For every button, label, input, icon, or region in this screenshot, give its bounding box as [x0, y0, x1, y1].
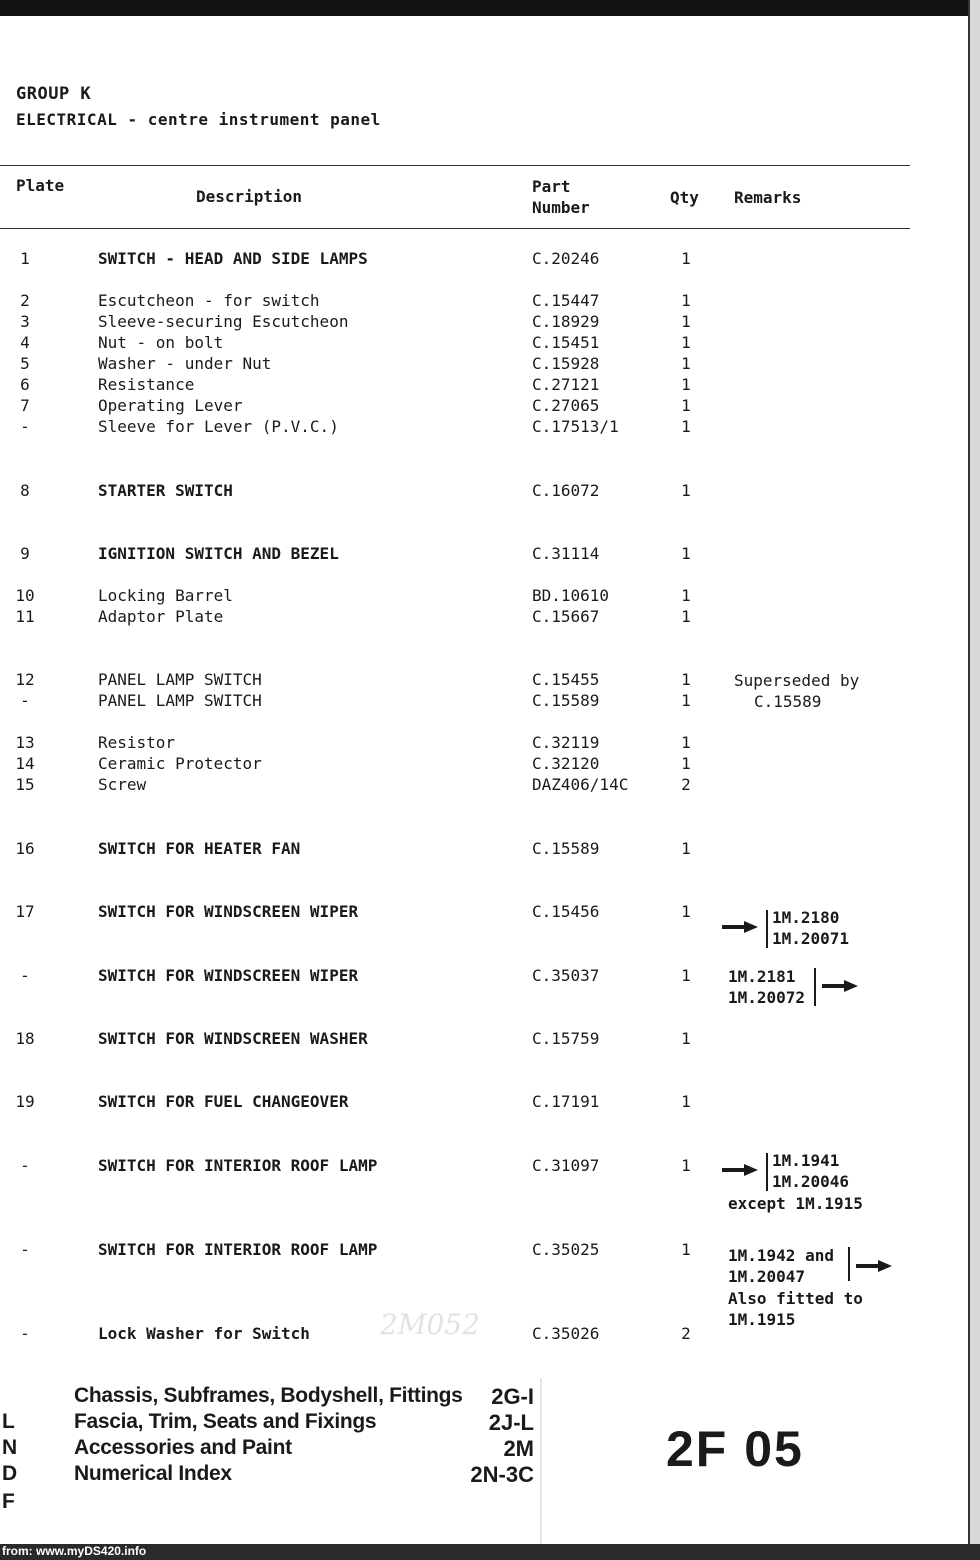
footer-divider: [540, 1378, 542, 1544]
row-part-number: C.35025: [532, 1240, 600, 1259]
range-bracket: [814, 968, 816, 1006]
row-plate: 4: [20, 333, 30, 352]
index-code: 2J-L: [488, 1410, 534, 1435]
row-description: Ceramic Protector: [98, 754, 262, 773]
row-part-number: C.35026: [532, 1324, 600, 1343]
row-part-number: C.15451: [532, 333, 600, 352]
section-title: ELECTRICAL - centre instrument panel: [16, 110, 381, 129]
row-plate: 6: [20, 375, 30, 394]
row-part-number: C.18929: [532, 312, 600, 331]
row-plate: -: [20, 691, 30, 710]
row-part-number: C.16072: [532, 481, 600, 500]
row-part-number: C.15589: [532, 839, 600, 858]
row-qty: 1: [681, 249, 691, 268]
row-description: SWITCH FOR WINDSCREEN WIPER: [98, 966, 359, 985]
row-description: SWITCH FOR FUEL CHANGEOVER: [98, 1092, 349, 1111]
remark-serial-to: 1M.20046: [772, 1172, 850, 1191]
remark-serial-from: 1M.2180: [772, 908, 840, 927]
row-plate: 15: [15, 775, 35, 794]
row-plate: 12: [15, 670, 35, 689]
row-part-number: C.17191: [532, 1092, 600, 1111]
source-credit: from: www.myDS420.info: [2, 1544, 147, 1558]
index-code: 2M: [503, 1436, 534, 1461]
row-qty: 1: [681, 354, 691, 373]
row-qty: 1: [681, 733, 691, 752]
row-part-number: C.15447: [532, 291, 600, 310]
row-part-number: C.31114: [532, 544, 600, 563]
col-header-part-2: Number: [532, 198, 590, 217]
row-part-number: C.32120: [532, 754, 600, 773]
row-part-number: C.27065: [532, 396, 600, 415]
arrow-right-icon: [856, 1260, 892, 1272]
row-description: SWITCH - HEAD AND SIDE LAMPS: [98, 249, 368, 268]
row-qty: 1: [681, 312, 691, 331]
remark-serial-to: 1M.20071: [772, 929, 850, 948]
remark-serial-to: 1M.20072: [728, 988, 806, 1007]
row-description: SWITCH FOR HEATER FAN: [98, 839, 301, 858]
row-description: Resistance: [98, 375, 195, 394]
row-qty: 1: [681, 1092, 691, 1111]
row-plate: 1: [20, 249, 30, 268]
row-part-number: C.31097: [532, 1156, 600, 1175]
scan-bottom-border: [0, 1544, 980, 1560]
row-description: Lock Washer for Switch: [98, 1324, 310, 1343]
remark-serial-from: 1M.1942 and: [728, 1246, 834, 1265]
row-plate: -: [20, 1324, 30, 1343]
row-plate: -: [20, 1240, 30, 1259]
edge-letter: L: [2, 1410, 15, 1433]
remark-also-fitted: Also fitted to: [728, 1289, 863, 1308]
row-description: SWITCH FOR INTERIOR ROOF LAMP: [98, 1240, 378, 1259]
remark-superseded: Superseded by: [734, 671, 860, 690]
arrow-right-icon: [822, 980, 858, 992]
row-part-number: C.32119: [532, 733, 600, 752]
row-qty: 1: [681, 481, 691, 500]
row-description: Nut - on bolt: [98, 333, 224, 352]
index-label: Numerical Index: [74, 1462, 232, 1485]
row-plate: -: [20, 1156, 30, 1175]
row-qty: 1: [681, 586, 691, 605]
row-plate: 2: [20, 291, 30, 310]
range-bracket: [766, 1153, 768, 1191]
row-plate: -: [20, 966, 30, 985]
index-code: 2N-3C: [470, 1462, 534, 1487]
edge-letter: N: [2, 1436, 18, 1459]
row-qty: 1: [681, 1240, 691, 1259]
row-description: PANEL LAMP SWITCH: [98, 670, 262, 689]
index-label: Chassis, Subframes, Bodyshell, Fittings: [74, 1384, 463, 1407]
col-header-description: Description: [196, 187, 302, 206]
row-qty: 1: [681, 417, 691, 436]
row-description: Adaptor Plate: [98, 607, 224, 626]
row-qty: 1: [681, 966, 691, 985]
row-plate: 17: [15, 902, 35, 921]
row-description: SWITCH FOR WINDSCREEN WASHER: [98, 1029, 368, 1048]
row-part-number: C.15667: [532, 607, 600, 626]
row-plate: 13: [15, 733, 35, 752]
row-part-number: C.27121: [532, 375, 600, 394]
table-top-rule: [0, 165, 910, 166]
row-plate: 19: [15, 1092, 35, 1111]
remark-serial-to: 1M.20047: [728, 1267, 806, 1286]
col-header-remarks: Remarks: [734, 188, 802, 207]
row-description: SWITCH FOR WINDSCREEN WIPER: [98, 902, 359, 921]
remark-exception: except 1M.1915: [728, 1194, 863, 1213]
row-description: Resistor: [98, 733, 176, 752]
row-description: Locking Barrel: [98, 586, 233, 605]
row-plate: 7: [20, 396, 30, 415]
row-qty: 1: [681, 375, 691, 394]
row-plate: -: [20, 417, 30, 436]
row-description: IGNITION SWITCH AND BEZEL: [98, 544, 339, 563]
arrow-right-icon: [722, 1164, 758, 1176]
edge-letter: D: [2, 1462, 18, 1485]
scan-right-border: [968, 0, 970, 1560]
row-part-number: C.17513/1: [532, 417, 619, 436]
row-qty: 1: [681, 902, 691, 921]
row-part-number: C.15455: [532, 670, 600, 689]
row-qty: 1: [681, 691, 691, 710]
row-plate: 8: [20, 481, 30, 500]
row-qty: 1: [681, 839, 691, 858]
row-part-number: DAZ406/14C: [532, 775, 629, 794]
range-bracket: [848, 1247, 850, 1281]
page-code: 2F 05: [666, 1421, 804, 1477]
row-qty: 1: [681, 333, 691, 352]
arrow-right-icon: [722, 921, 758, 933]
row-plate: 5: [20, 354, 30, 373]
index-label: Fascia, Trim, Seats and Fixings: [74, 1410, 377, 1433]
row-qty: 1: [681, 1156, 691, 1175]
row-part-number: C.15928: [532, 354, 600, 373]
row-plate: 10: [15, 586, 35, 605]
row-plate: 9: [20, 544, 30, 563]
group-code: GROUP K: [16, 84, 92, 104]
remark-serial-from: 1M.1941: [772, 1151, 840, 1170]
row-description: Screw: [98, 775, 147, 794]
row-plate: 14: [15, 754, 35, 773]
row-description: STARTER SWITCH: [98, 481, 233, 500]
row-part-number: BD.10610: [532, 586, 610, 605]
row-description: Operating Lever: [98, 396, 243, 415]
edge-letter: F: [2, 1490, 15, 1513]
row-qty: 1: [681, 396, 691, 415]
row-description: Washer - under Nut: [98, 354, 272, 373]
row-plate: 3: [20, 312, 30, 331]
row-qty: 1: [681, 670, 691, 689]
row-part-number: C.15759: [532, 1029, 600, 1048]
row-plate: 11: [15, 607, 35, 626]
row-qty: 2: [681, 1324, 691, 1343]
row-description: Escutcheon - for switch: [98, 291, 320, 310]
row-description: SWITCH FOR INTERIOR ROOF LAMP: [98, 1156, 378, 1175]
row-part-number: C.20246: [532, 249, 600, 268]
row-part-number: C.35037: [532, 966, 600, 985]
col-header-part-1: Part: [532, 177, 571, 196]
table-header-rule: [0, 228, 910, 229]
col-header-qty: Qty: [670, 188, 699, 207]
index-label: Accessories and Paint: [74, 1436, 292, 1459]
row-description: Sleeve-securing Escutcheon: [98, 312, 349, 331]
row-part-number: C.15456: [532, 902, 600, 921]
row-qty: 1: [681, 544, 691, 563]
row-description: PANEL LAMP SWITCH: [98, 691, 262, 710]
faint-stamp: 2M052: [380, 1308, 480, 1341]
col-header-plate: Plate: [16, 176, 65, 195]
row-plate: 16: [15, 839, 35, 858]
remark-serial-from: 1M.2181: [728, 967, 796, 986]
row-qty: 1: [681, 754, 691, 773]
scan-top-border: [0, 0, 980, 16]
remark-superseded-part: C.15589: [754, 692, 822, 711]
range-bracket: [766, 910, 768, 948]
row-part-number: C.15589: [532, 691, 600, 710]
row-plate: 18: [15, 1029, 35, 1048]
row-qty: 1: [681, 291, 691, 310]
row-qty: 2: [681, 775, 691, 794]
index-code: 2G-I: [491, 1384, 534, 1409]
row-description: Sleeve for Lever (P.V.C.): [98, 417, 339, 436]
row-qty: 1: [681, 607, 691, 626]
row-qty: 1: [681, 1029, 691, 1048]
scan-right-margin: [970, 0, 980, 1560]
remark-also-fitted-serial: 1M.1915: [728, 1310, 796, 1329]
